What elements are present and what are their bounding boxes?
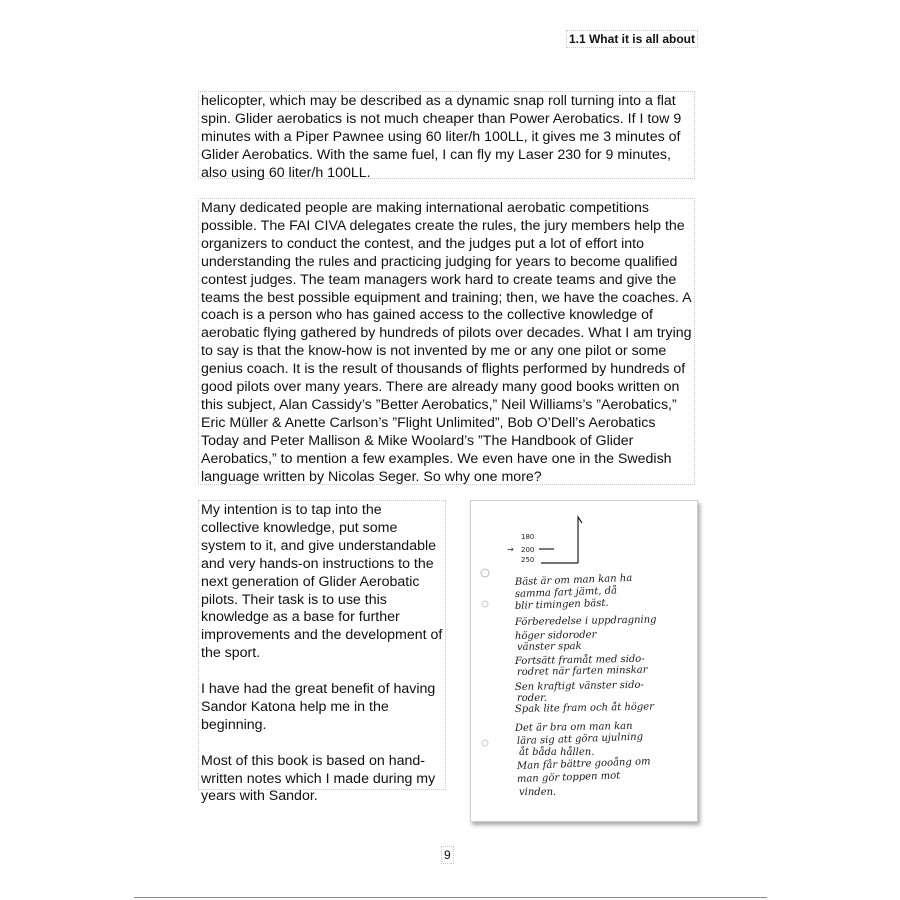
text-block-left-column — [198, 500, 446, 805]
paragraph: Most of this book is based on hand-written notes which I made during my years with Sandor. — [201, 752, 436, 805]
text-block-middle — [198, 198, 695, 485]
handwritten-line: vänster spak — [516, 640, 582, 653]
handwritten-line: vinden. — [519, 787, 557, 798]
figure-sketch — [539, 517, 582, 563]
paragraph: helicopter, which may be described as a dynamic snap roll turning into a flat spin. Glider aerobatics is not much cheaper than Power Aerobatics. If I tow 9 minutes with a Piper Pawnee using 60 liter/h 100LL, it gives me 3 minutes of Glider Aerobatics. With the same fuel, I can fly my Laser 230 for 9 minutes, also using 60 liter/h 100LL. — [201, 93, 682, 181]
handwritten-line: Förberedelse i uppdragning — [514, 614, 657, 628]
svg-text:→: → — [507, 545, 514, 554]
page-number: 9 — [441, 846, 454, 864]
handwritten-line: Spak lite fram och åt höger — [514, 701, 655, 715]
handwritten-line: höger sidoroder — [514, 629, 597, 642]
handwritten-line: Man får bättre gooång om — [516, 756, 651, 772]
paragraph: Many dedicated people are making international aerobatic competitions possible. The FAI CIVA delegates create the rules, the jury members help the organizers to conduct the contest, and the judges put a lot of effort into understanding the rules and practicing judging for years to become qualified contest judges. The team managers work hard to create teams and give the teams the best possible equipment and training; then, we have the coaches. A coach is a person who has gained access to the collective knowledge of aerobatic flying gathered by hundreds of pilots over decades. What I am trying to say is that the know-how is not invented by me or any one pilot or some genius coach. It is the result of thousands of flights performed by hundreds of good pilots over many years. There are already many good books written on this subject, Alan Cassidy’s ”Better Aerobatics,” Neil Williams’s ”Aerobatics,” Eric Müller & Anette Carlson’s ”Flight Unlimited”, Bob O’Dell’s Aerobatics Today and Peter Mallison & Mike Woolard’s ”The Handbook of Glider Aerobatics,” to mention a few examples. We even have one in the Swedish language written by Nicolas Seger. So why one more? — [201, 200, 692, 485]
handwritten-line: blir timingen bäst. — [514, 597, 609, 612]
handwritten-line: åt båda hållen. — [519, 747, 595, 758]
handwritten-line: rodret när farten minskar — [516, 664, 648, 678]
handwritten-line: man gör toppen mot — [516, 770, 621, 785]
handwritten-note-image — [470, 500, 698, 822]
sketch-number: 180 — [521, 533, 535, 541]
handwritten-line: Bäst är om man kan ha — [514, 572, 633, 588]
handwritten-line: Det är bra om man kan — [514, 720, 633, 734]
paragraph: I have had the great benefit of having Sandor Katona help me in the beginning. — [201, 681, 436, 733]
sketch-number: 250 — [521, 556, 535, 564]
handwritten-line: Fortsätt framåt med sido- — [514, 653, 645, 667]
page-header-section-title: 1.1 What it is all about — [566, 30, 698, 48]
footer-divider — [134, 897, 767, 898]
handwritten-line: lära sig att göra ujulning — [516, 731, 644, 747]
text-block-top — [198, 91, 695, 179]
paragraph: My intention is to tap into the collective knowledge, put some system to it, and give understandable and very hands-on instructions to the next generation of Glider Aerobatic pilots. Their task is to use this knowledge as a base for further improvements and the development of the sport. — [201, 502, 443, 662]
handwritten-line: roder. — [517, 693, 547, 704]
handwritten-line: Sen kraftigt vänster sido- — [514, 679, 644, 693]
sketch-number: 200 — [521, 546, 535, 554]
handwritten-line: samma fart jämt, då — [514, 585, 618, 600]
